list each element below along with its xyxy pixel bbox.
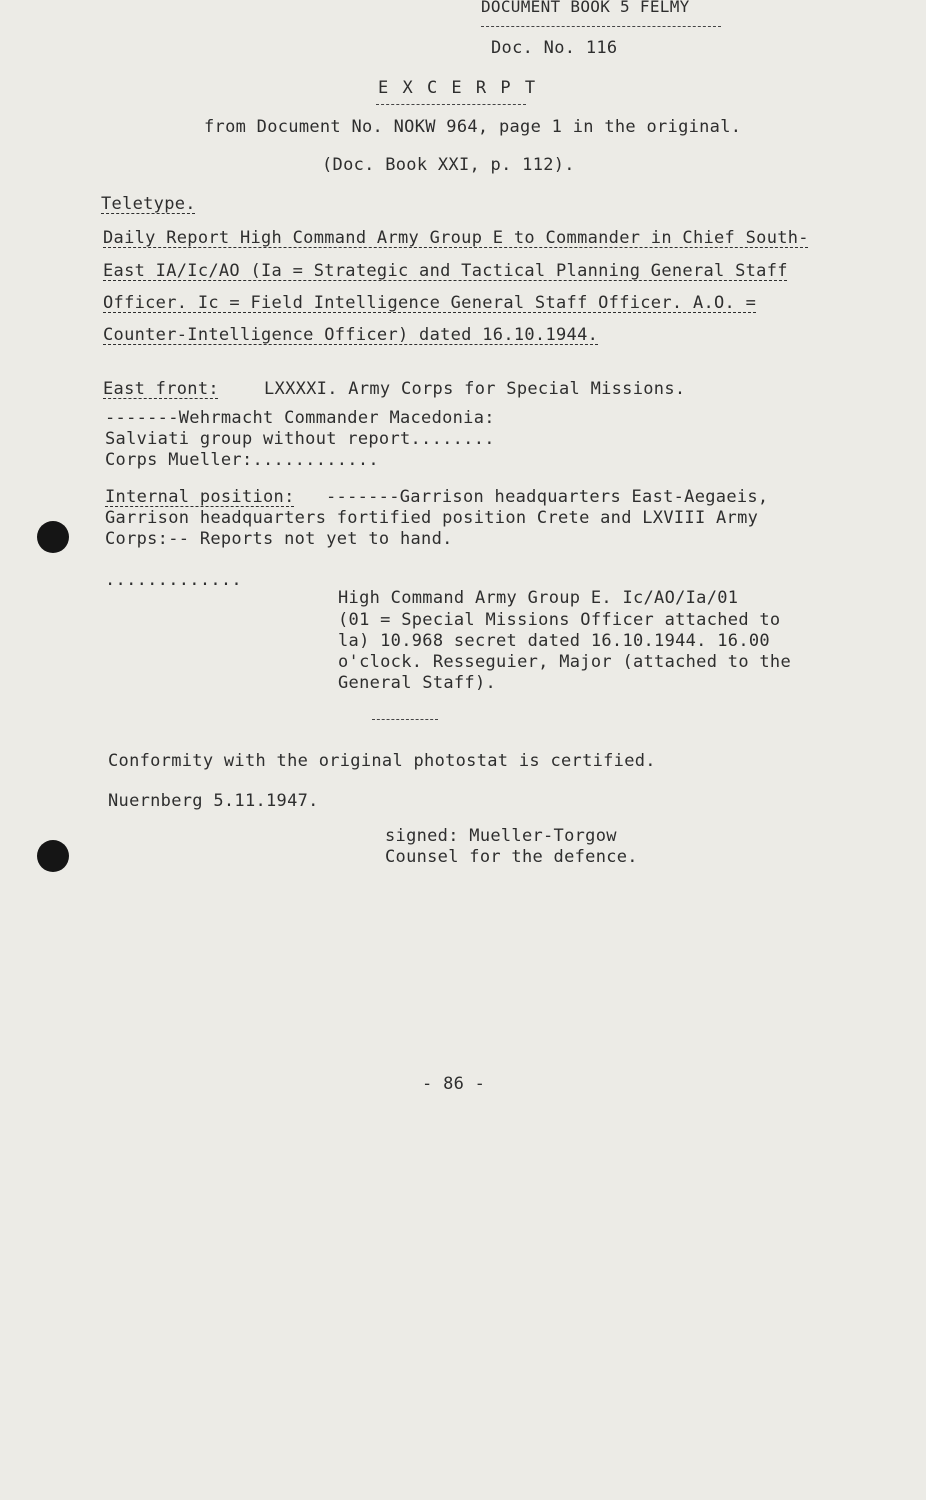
teletype-label: Teletype. (101, 194, 196, 214)
east-front-label: East front: (103, 379, 219, 399)
certification-text: Conformity with the original photostat is certified. (108, 751, 656, 771)
internal-position-line: Corps:-- Reports not yet to hand. (105, 529, 453, 549)
signature-block-line: o'clock. Resseguier, Major (attached to the (338, 652, 791, 672)
internal-position-label: Internal position: (105, 487, 295, 507)
teletype-line: Daily Report High Command Army Group E to Commander in Chief South- (103, 228, 809, 248)
excerpt-underline (376, 104, 526, 105)
punch-hole (37, 840, 69, 872)
counsel-line: Counsel for the defence. (385, 847, 638, 867)
signed-line: signed: Mueller-Torgow (385, 826, 617, 846)
separator-dashes (372, 719, 438, 720)
teletype-line: Officer. Ic = Field Intelligence General Staff Officer. A.O. = (103, 293, 757, 313)
east-front-line: Salviati group without report........ (105, 429, 495, 449)
book-label-underline (481, 26, 721, 27)
excerpt-title: E X C E R P T (378, 78, 538, 98)
place-date: Nuernberg 5.11.1947. (108, 791, 319, 811)
signature-block-line: (01 = Special Missions Officer attached to (338, 610, 781, 630)
internal-position-text: -------Garrison headquarters East-Aegaeis, (326, 487, 769, 507)
ellipsis-dots: ............. (105, 570, 242, 590)
page-number: - 86 - (422, 1074, 486, 1094)
signature-block-line: la) 10.968 secret dated 16.10.1944. 16.00 (338, 631, 770, 651)
doc-number: Doc. No. 116 (491, 38, 618, 58)
signature-block-line: High Command Army Group E. Ic/AO/Ia/01 (338, 588, 739, 608)
east-front-line: -------Wehrmacht Commander Macedonia: (105, 408, 495, 428)
internal-position-line: Garrison headquarters fortified position Crete and LXVIII Army (105, 508, 759, 528)
document-book-label: DOCUMENT BOOK 5 FELMY (481, 0, 690, 16)
source-line: from Document No. NOKW 964, page 1 in the original. (204, 117, 742, 137)
doc-book-reference: (Doc. Book XXI, p. 112). (322, 155, 575, 175)
east-front-line: Corps Mueller:............ (105, 450, 379, 470)
east-front-text: LXXXXI. Army Corps for Special Missions. (264, 379, 686, 399)
signature-block-line: General Staff). (338, 673, 497, 693)
teletype-line: Counter-Intelligence Officer) dated 16.10.1944. (103, 325, 599, 345)
punch-hole (37, 521, 69, 553)
teletype-line: East IA/Ic/AO (Ia = Strategic and Tactical Planning General Staff (103, 261, 788, 281)
